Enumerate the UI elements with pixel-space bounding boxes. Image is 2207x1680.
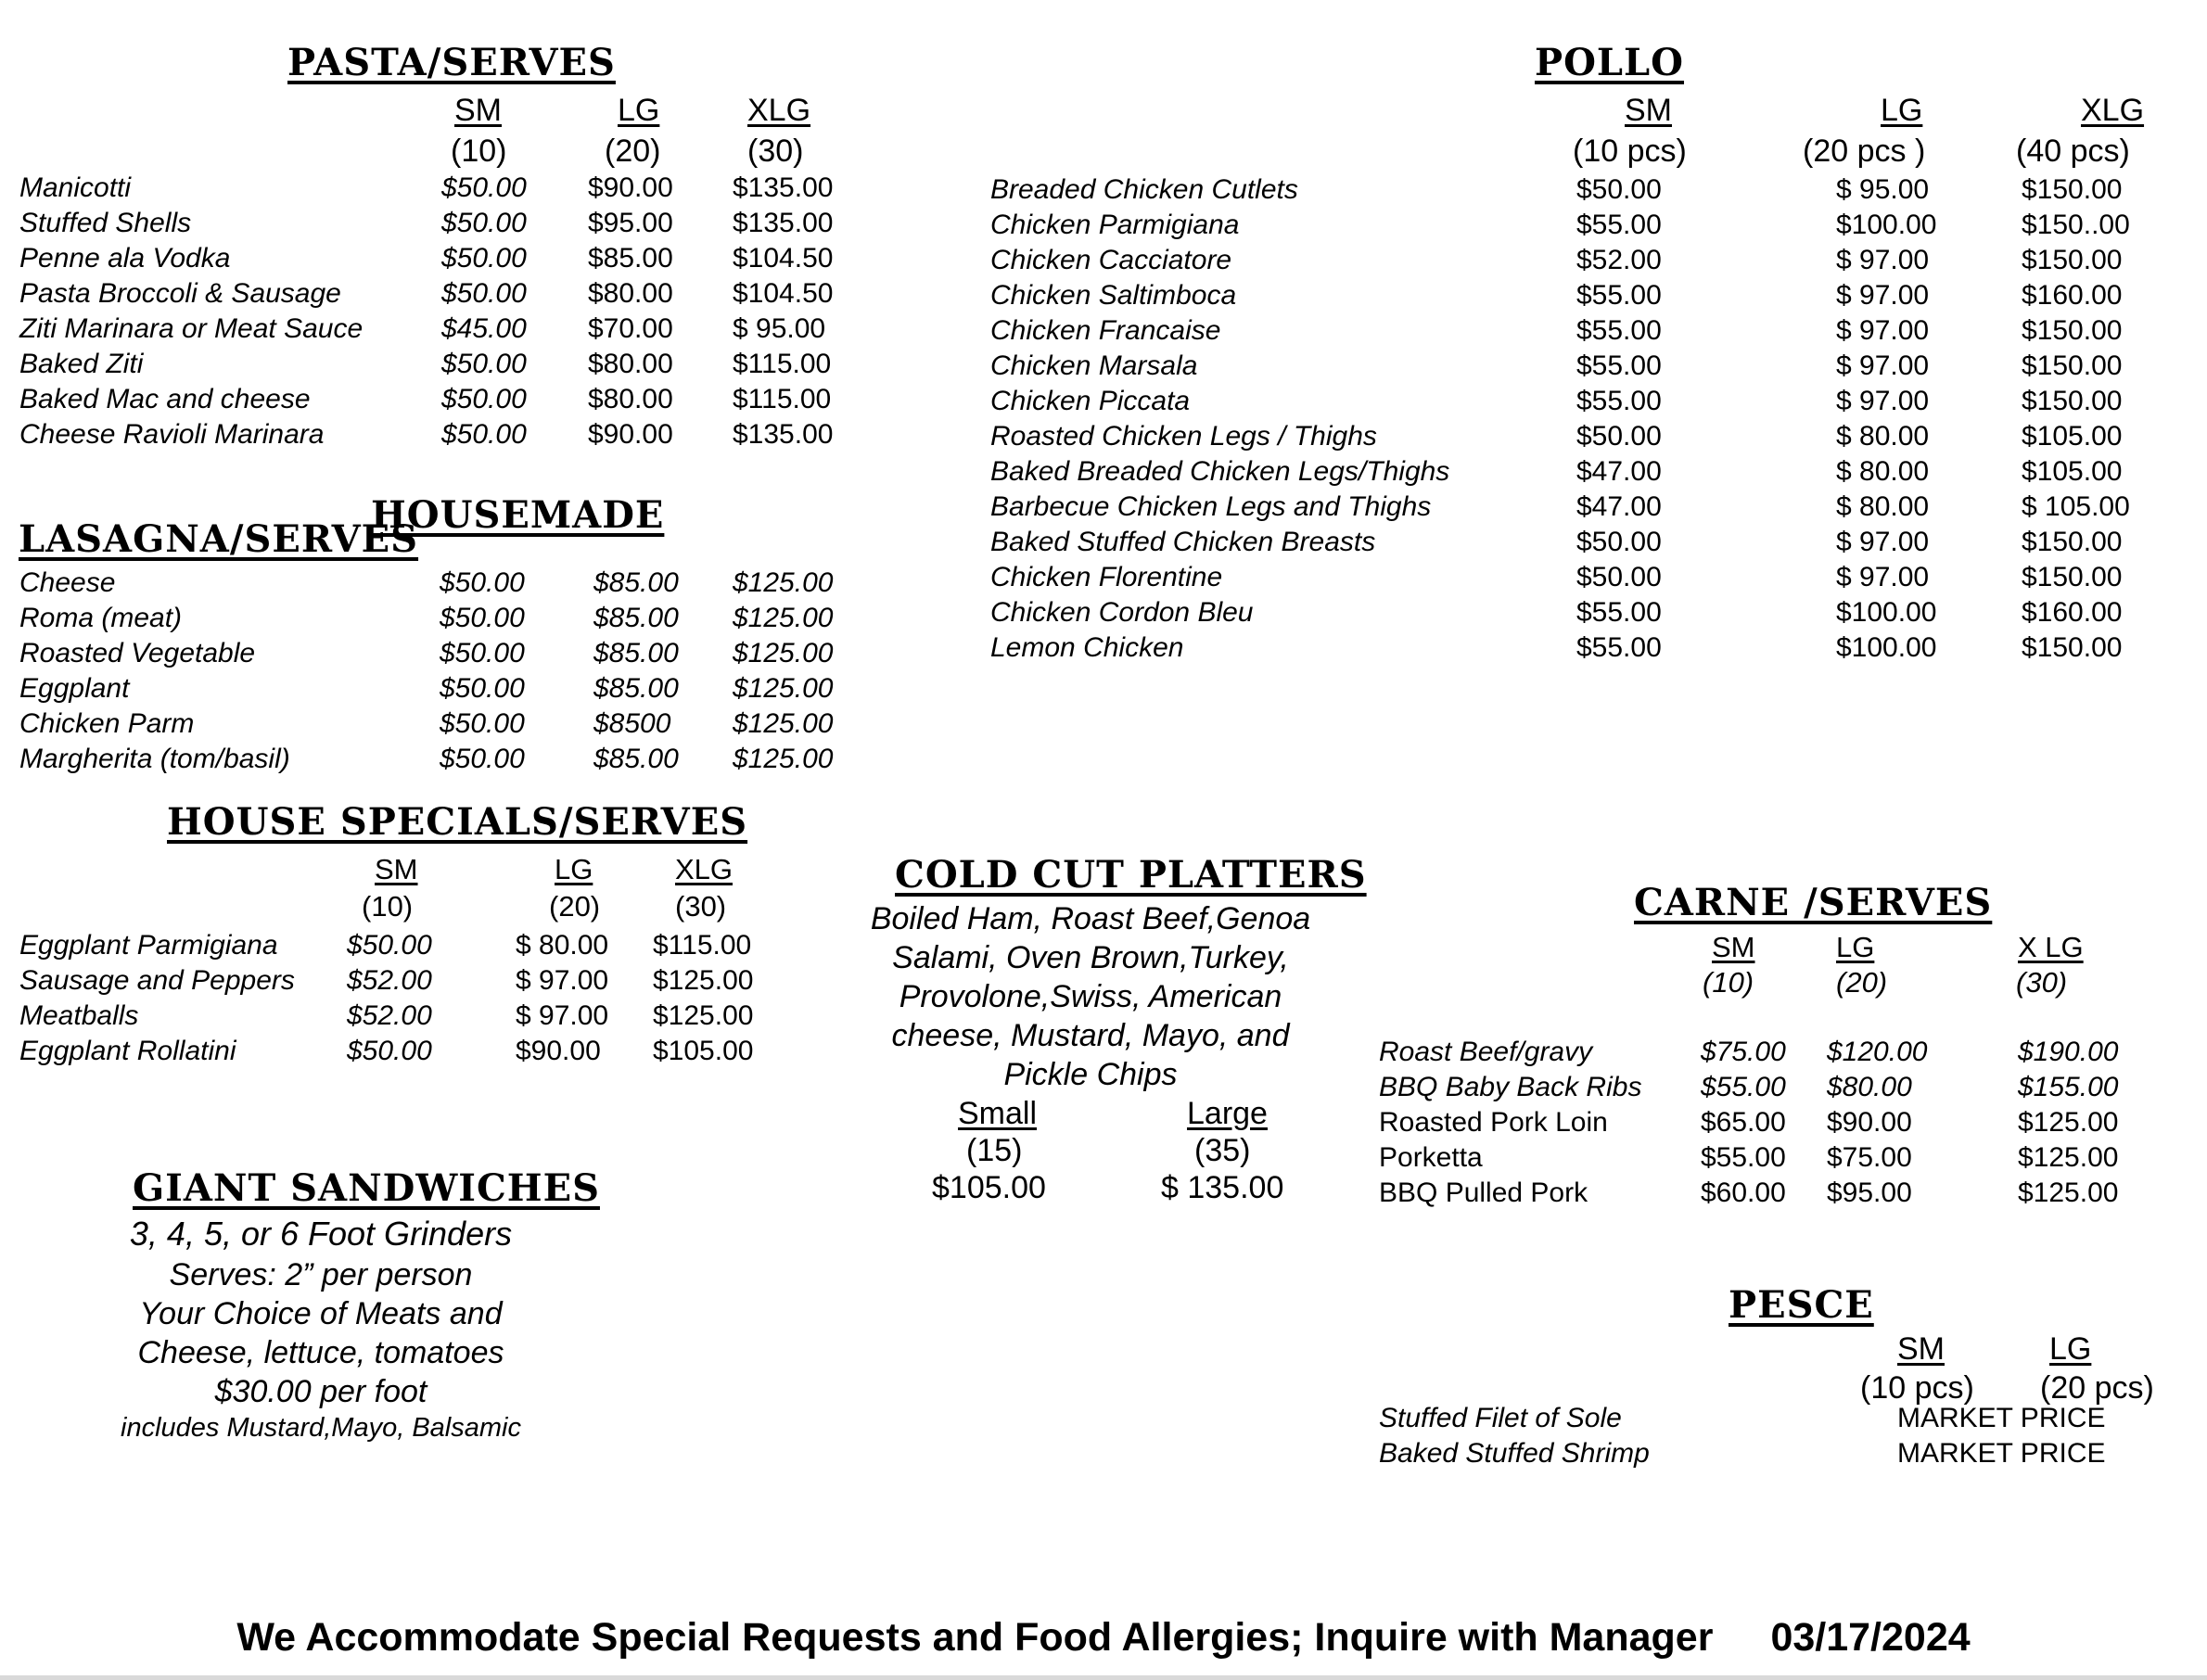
pollo-size-sm: SM bbox=[1625, 93, 1672, 128]
specials-size-lg: LG bbox=[555, 853, 593, 885]
pollo-sm-price: $55.00 bbox=[1576, 386, 1662, 416]
pasta-sm-price: $50.00 bbox=[441, 172, 527, 203]
lasagna-overline: HOUSEMADE bbox=[371, 493, 665, 537]
pollo-sm-price: $55.00 bbox=[1576, 210, 1662, 240]
pollo-name: Barbecue Chicken Legs and Thighs bbox=[990, 491, 1432, 522]
sandwiches-line1: 3, 4, 5, or 6 Foot Grinders bbox=[129, 1215, 513, 1253]
pollo-sm-price: $55.00 bbox=[1576, 280, 1662, 311]
pollo-lg-price: $ 95.00 bbox=[1836, 174, 1930, 205]
carne-size-xlg: X LG bbox=[2018, 931, 2084, 963]
cold-cut-large-serves: (35) bbox=[1194, 1133, 1251, 1168]
pasta-xlg-price: $135.00 bbox=[733, 172, 834, 203]
pasta-sm-price: $45.00 bbox=[441, 313, 527, 344]
pollo-xlg-price: $150.00 bbox=[2022, 245, 2123, 275]
carne-name: Roast Beef/gravy bbox=[1379, 1037, 1593, 1067]
house_specials-sm-price: $50.00 bbox=[347, 930, 432, 961]
house_specials-name: Eggplant Parmigiana bbox=[19, 930, 278, 961]
carne-name: BBQ Baby Back Ribs bbox=[1379, 1072, 1642, 1102]
pollo-sm-price: $52.00 bbox=[1576, 245, 1662, 275]
sandwiches-line3: Your Choice of Meats and bbox=[139, 1296, 503, 1331]
lasagna-name: Chicken Parm bbox=[19, 708, 195, 739]
pollo-size-lg: LG bbox=[1881, 93, 1923, 128]
pollo-xlg-price: $160.00 bbox=[2022, 597, 2123, 628]
carne-lg-price: $120.00 bbox=[1827, 1037, 1928, 1067]
pasta-xlg-price: $135.00 bbox=[733, 208, 834, 238]
sandwiches-line6: includes Mustard,Mayo, Balsamic bbox=[121, 1413, 521, 1443]
pollo-lg-price: $ 97.00 bbox=[1836, 386, 1930, 416]
carne-serves-xlg: (30) bbox=[2016, 966, 2068, 999]
pollo-lg-price: $ 97.00 bbox=[1836, 315, 1930, 346]
pasta-serves-sm: (10) bbox=[451, 134, 507, 169]
pesce-serves-sm: (10 pcs) bbox=[1860, 1370, 1974, 1406]
pesce-name: Stuffed Filet of Sole bbox=[1379, 1403, 1622, 1433]
carne-lg-price: $90.00 bbox=[1827, 1107, 1912, 1138]
pollo-lg-price: $100.00 bbox=[1836, 632, 1937, 663]
cold-cut-header: COLD CUT PLATTERS bbox=[895, 853, 1367, 897]
carne-sm-price: $55.00 bbox=[1701, 1072, 1786, 1102]
pollo-lg-price: $ 97.00 bbox=[1836, 562, 1930, 592]
lasagna-xlg-price: $125.00 bbox=[733, 638, 834, 668]
lasagna-sm-price: $50.00 bbox=[440, 567, 525, 598]
pasta-name: Ziti Marinara or Meat Sauce bbox=[19, 313, 364, 344]
carne-xlg-price: $125.00 bbox=[2018, 1107, 2119, 1138]
pollo-lg-price: $ 97.00 bbox=[1836, 245, 1930, 275]
pesce-name: Baked Stuffed Shrimp bbox=[1379, 1438, 1650, 1469]
house_specials-xlg-price: $125.00 bbox=[653, 1000, 754, 1031]
pollo-sm-price: $55.00 bbox=[1576, 315, 1662, 346]
lasagna-name: Cheese bbox=[19, 567, 116, 598]
pasta-xlg-price: $115.00 bbox=[733, 384, 832, 414]
pollo-lg-price: $ 80.00 bbox=[1836, 456, 1930, 487]
house_specials-sm-price: $50.00 bbox=[347, 1036, 432, 1066]
house_specials-lg-price: $ 80.00 bbox=[516, 930, 609, 961]
pasta-sm-price: $50.00 bbox=[441, 384, 527, 414]
pollo-name: Lemon Chicken bbox=[990, 632, 1184, 663]
footer-date: 03/17/2024 bbox=[1770, 1615, 1971, 1660]
lasagna-sm-price: $50.00 bbox=[440, 638, 525, 668]
cold-cut-small-serves: (15) bbox=[966, 1133, 1023, 1168]
pasta-sm-price: $50.00 bbox=[441, 208, 527, 238]
carne-size-lg: LG bbox=[1836, 931, 1875, 963]
pollo-xlg-price: $150..00 bbox=[2022, 210, 2130, 240]
pollo-xlg-price: $150.00 bbox=[2022, 315, 2123, 346]
cold-cut-desc-5: Pickle Chips bbox=[1003, 1057, 1178, 1092]
carne-name: Porketta bbox=[1379, 1142, 1483, 1173]
carne-sm-price: $55.00 bbox=[1701, 1142, 1786, 1173]
pasta-lg-price: $70.00 bbox=[588, 313, 673, 344]
house_specials-xlg-price: $105.00 bbox=[653, 1036, 754, 1066]
sandwiches-price: $30.00 per foot bbox=[214, 1374, 427, 1409]
house_specials-xlg-price: $115.00 bbox=[653, 930, 752, 961]
lasagna-lg-price: $85.00 bbox=[593, 567, 679, 598]
pasta-xlg-price: $104.50 bbox=[733, 243, 834, 274]
pollo-xlg-price: $ 105.00 bbox=[2022, 491, 2130, 522]
carne-serves-sm: (10) bbox=[1703, 966, 1754, 999]
pollo-xlg-price: $150.00 bbox=[2022, 174, 2123, 205]
house_specials-name: Meatballs bbox=[19, 1000, 139, 1031]
carne-xlg-price: $125.00 bbox=[2018, 1177, 2119, 1208]
pasta-xlg-price: $115.00 bbox=[733, 349, 832, 379]
pesce-price-price: MARKET PRICE bbox=[1897, 1403, 2106, 1433]
cold-cut-large-label: Large bbox=[1187, 1096, 1268, 1131]
pasta-name: Pasta Broccoli & Sausage bbox=[19, 278, 341, 309]
pasta-lg-price: $95.00 bbox=[588, 208, 673, 238]
pollo-xlg-price: $105.00 bbox=[2022, 456, 2123, 487]
carne-xlg-price: $155.00 bbox=[2018, 1072, 2119, 1102]
carne-sm-price: $60.00 bbox=[1701, 1177, 1786, 1208]
carne-size-sm: SM bbox=[1712, 931, 1755, 963]
pollo-serves-sm: (10 pcs) bbox=[1573, 134, 1687, 169]
lasagna-name: Eggplant bbox=[19, 673, 130, 704]
pasta-serves-lg: (20) bbox=[605, 134, 661, 169]
carne-lg-price: $95.00 bbox=[1827, 1177, 1912, 1208]
sandwiches-header: GIANT SANDWICHES bbox=[133, 1166, 600, 1210]
sandwiches-line4: Cheese, lettuce, tomatoes bbox=[137, 1335, 504, 1370]
pollo-sm-price: $50.00 bbox=[1576, 174, 1662, 205]
carne-name: Roasted Pork Loin bbox=[1379, 1107, 1608, 1138]
pasta-name: Penne ala Vodka bbox=[19, 243, 231, 274]
lasagna-header: LASAGNA/SERVES bbox=[19, 517, 419, 561]
pasta-size-lg: LG bbox=[618, 93, 660, 128]
pollo-name: Breaded Chicken Cutlets bbox=[990, 174, 1298, 205]
house_specials-name: Eggplant Rollatini bbox=[19, 1036, 236, 1066]
pollo-sm-price: $50.00 bbox=[1576, 421, 1662, 452]
house_specials-lg-price: $90.00 bbox=[516, 1036, 601, 1066]
lasagna-lg-price: $85.00 bbox=[593, 673, 679, 704]
lasagna-name: Margherita (tom/basil) bbox=[19, 744, 290, 774]
pasta-name: Baked Mac and cheese bbox=[19, 384, 311, 414]
pasta-lg-price: $85.00 bbox=[588, 243, 673, 274]
pollo-lg-price: $100.00 bbox=[1836, 210, 1937, 240]
pollo-lg-price: $ 80.00 bbox=[1836, 491, 1930, 522]
pasta-lg-price: $90.00 bbox=[588, 172, 673, 203]
pollo-name: Baked Stuffed Chicken Breasts bbox=[990, 527, 1376, 557]
house_specials-sm-price: $52.00 bbox=[347, 1000, 432, 1031]
pollo-size-xlg: XLG bbox=[2081, 93, 2145, 128]
lasagna-xlg-price: $125.00 bbox=[733, 708, 834, 739]
pasta-lg-price: $90.00 bbox=[588, 419, 673, 450]
lasagna-xlg-price: $125.00 bbox=[733, 567, 834, 598]
pollo-xlg-price: $150.00 bbox=[2022, 350, 2123, 381]
pasta-sm-price: $50.00 bbox=[441, 243, 527, 274]
house_specials-xlg-price: $125.00 bbox=[653, 965, 754, 996]
carne-xlg-price: $125.00 bbox=[2018, 1142, 2119, 1173]
pasta-sm-price: $50.00 bbox=[441, 278, 527, 309]
pasta-xlg-price: $104.50 bbox=[733, 278, 834, 309]
pasta-lg-price: $80.00 bbox=[588, 384, 673, 414]
lasagna-name: Roma (meat) bbox=[19, 603, 183, 633]
pasta-name: Baked Ziti bbox=[19, 349, 144, 379]
bottom-divider bbox=[0, 1675, 2207, 1680]
pollo-xlg-price: $105.00 bbox=[2022, 421, 2123, 452]
pollo-lg-price: $ 97.00 bbox=[1836, 350, 1930, 381]
pollo-sm-price: $47.00 bbox=[1576, 491, 1662, 522]
sandwiches-line2: Serves: 2” per person bbox=[169, 1257, 473, 1292]
pollo-xlg-price: $150.00 bbox=[2022, 632, 2123, 663]
lasagna-xlg-price: $125.00 bbox=[733, 603, 834, 633]
house_specials-name: Sausage and Peppers bbox=[19, 965, 295, 996]
footer bbox=[0, 1615, 2207, 1661]
cold-cut-small-price: $105.00 bbox=[932, 1170, 1046, 1205]
pasta-xlg-price: $ 95.00 bbox=[733, 313, 826, 344]
pesce-serves-lg: (20 pcs) bbox=[2040, 1370, 2154, 1406]
pollo-name: Chicken Piccata bbox=[990, 386, 1191, 416]
lasagna-sm-price: $50.00 bbox=[440, 603, 525, 633]
pollo-name: Chicken Florentine bbox=[990, 562, 1223, 592]
pollo-name: Chicken Parmigiana bbox=[990, 210, 1240, 240]
pesce-header: PESCE bbox=[1729, 1283, 1874, 1327]
lasagna-name: Roasted Vegetable bbox=[19, 638, 256, 668]
pollo-name: Chicken Cordon Bleu bbox=[990, 597, 1254, 628]
specials-serves-xlg: (30) bbox=[675, 890, 727, 923]
pasta-name: Cheese Ravioli Marinara bbox=[19, 419, 325, 450]
pollo-name: Roasted Chicken Legs / Thighs bbox=[990, 421, 1377, 452]
pasta-header: PASTA/SERVES bbox=[287, 41, 616, 84]
pollo-name: Chicken Francaise bbox=[990, 315, 1221, 346]
pesce-size-lg: LG bbox=[2049, 1331, 2092, 1367]
carne-lg-price: $75.00 bbox=[1827, 1142, 1912, 1173]
cold-cut-desc-1: Boiled Ham, Roast Beef,Genoa bbox=[870, 901, 1311, 936]
pollo-sm-price: $55.00 bbox=[1576, 632, 1662, 663]
pollo-name: Chicken Marsala bbox=[990, 350, 1198, 381]
pasta-lg-price: $80.00 bbox=[588, 278, 673, 309]
pasta-sm-price: $50.00 bbox=[441, 349, 527, 379]
cold-cut-desc-2: Salami, Oven Brown,Turkey, bbox=[892, 940, 1289, 975]
footer-note: We Accommodate Special Requests and Food Allergies; Inquire with Manager bbox=[236, 1615, 1714, 1660]
house_specials-lg-price: $ 97.00 bbox=[516, 965, 609, 996]
pollo-xlg-price: $150.00 bbox=[2022, 386, 2123, 416]
pasta-lg-price: $80.00 bbox=[588, 349, 673, 379]
pasta-serves-xlg: (30) bbox=[747, 134, 804, 169]
carne-sm-price: $75.00 bbox=[1701, 1037, 1786, 1067]
house_specials-lg-price: $ 97.00 bbox=[516, 1000, 609, 1031]
pollo-header: POLLO bbox=[1535, 41, 1685, 84]
house_specials-sm-price: $52.00 bbox=[347, 965, 432, 996]
pasta-size-xlg: XLG bbox=[747, 93, 811, 128]
lasagna-lg-price: $85.00 bbox=[593, 638, 679, 668]
pasta-name: Manicotti bbox=[19, 172, 132, 203]
pollo-sm-price: $47.00 bbox=[1576, 456, 1662, 487]
pollo-xlg-price: $160.00 bbox=[2022, 280, 2123, 311]
pollo-serves-xlg: (40 pcs) bbox=[2016, 134, 2130, 169]
house-specials-header: HOUSE SPECIALS/SERVES bbox=[167, 800, 748, 844]
pollo-sm-price: $55.00 bbox=[1576, 597, 1662, 628]
specials-size-xlg: XLG bbox=[675, 853, 734, 885]
carne-lg-price: $80.00 bbox=[1827, 1072, 1912, 1102]
cold-cut-small-label: Small bbox=[958, 1096, 1038, 1131]
pollo-xlg-price: $150.00 bbox=[2022, 527, 2123, 557]
lasagna-sm-price: $50.00 bbox=[440, 744, 525, 774]
carne-xlg-price: $190.00 bbox=[2018, 1037, 2119, 1067]
carne-serves-lg: (20) bbox=[1836, 966, 1888, 999]
pollo-lg-price: $100.00 bbox=[1836, 597, 1937, 628]
pasta-xlg-price: $135.00 bbox=[733, 419, 834, 450]
lasagna-xlg-price: $125.00 bbox=[733, 673, 834, 704]
pasta-name: Stuffed Shells bbox=[19, 208, 192, 238]
carne-name: BBQ Pulled Pork bbox=[1379, 1177, 1588, 1208]
lasagna-lg-price: $8500 bbox=[593, 708, 671, 739]
pollo-sm-price: $50.00 bbox=[1576, 562, 1662, 592]
lasagna-lg-price: $85.00 bbox=[593, 603, 679, 633]
lasagna-sm-price: $50.00 bbox=[440, 673, 525, 704]
pollo-sm-price: $55.00 bbox=[1576, 350, 1662, 381]
cold-cut-large-price: $ 135.00 bbox=[1161, 1170, 1284, 1205]
pollo-lg-price: $ 97.00 bbox=[1836, 527, 1930, 557]
pesce-price-price: MARKET PRICE bbox=[1897, 1438, 2106, 1469]
specials-serves-lg: (20) bbox=[549, 890, 601, 923]
pollo-lg-price: $ 97.00 bbox=[1836, 280, 1930, 311]
pollo-xlg-price: $150.00 bbox=[2022, 562, 2123, 592]
carne-sm-price: $65.00 bbox=[1701, 1107, 1786, 1138]
pollo-sm-price: $50.00 bbox=[1576, 527, 1662, 557]
cold-cut-desc-3: Provolone,Swiss, American bbox=[899, 979, 1282, 1014]
lasagna-lg-price: $85.00 bbox=[593, 744, 679, 774]
pesce-size-sm: SM bbox=[1897, 1331, 1945, 1367]
pasta-sm-price: $50.00 bbox=[441, 419, 527, 450]
pollo-name: Chicken Cacciatore bbox=[990, 245, 1232, 275]
lasagna-xlg-price: $125.00 bbox=[733, 744, 834, 774]
carne-header: CARNE /SERVES bbox=[1634, 881, 1993, 924]
specials-size-sm: SM bbox=[375, 853, 418, 885]
pasta-size-sm: SM bbox=[454, 93, 502, 128]
pollo-lg-price: $ 80.00 bbox=[1836, 421, 1930, 452]
pollo-name: Chicken Saltimboca bbox=[990, 280, 1237, 311]
lasagna-sm-price: $50.00 bbox=[440, 708, 525, 739]
cold-cut-desc-4: cheese, Mustard, Mayo, and bbox=[891, 1018, 1290, 1053]
specials-serves-sm: (10) bbox=[362, 890, 414, 923]
pollo-serves-lg: (20 pcs ) bbox=[1803, 134, 1926, 169]
pollo-name: Baked Breaded Chicken Legs/Thighs bbox=[990, 456, 1450, 487]
